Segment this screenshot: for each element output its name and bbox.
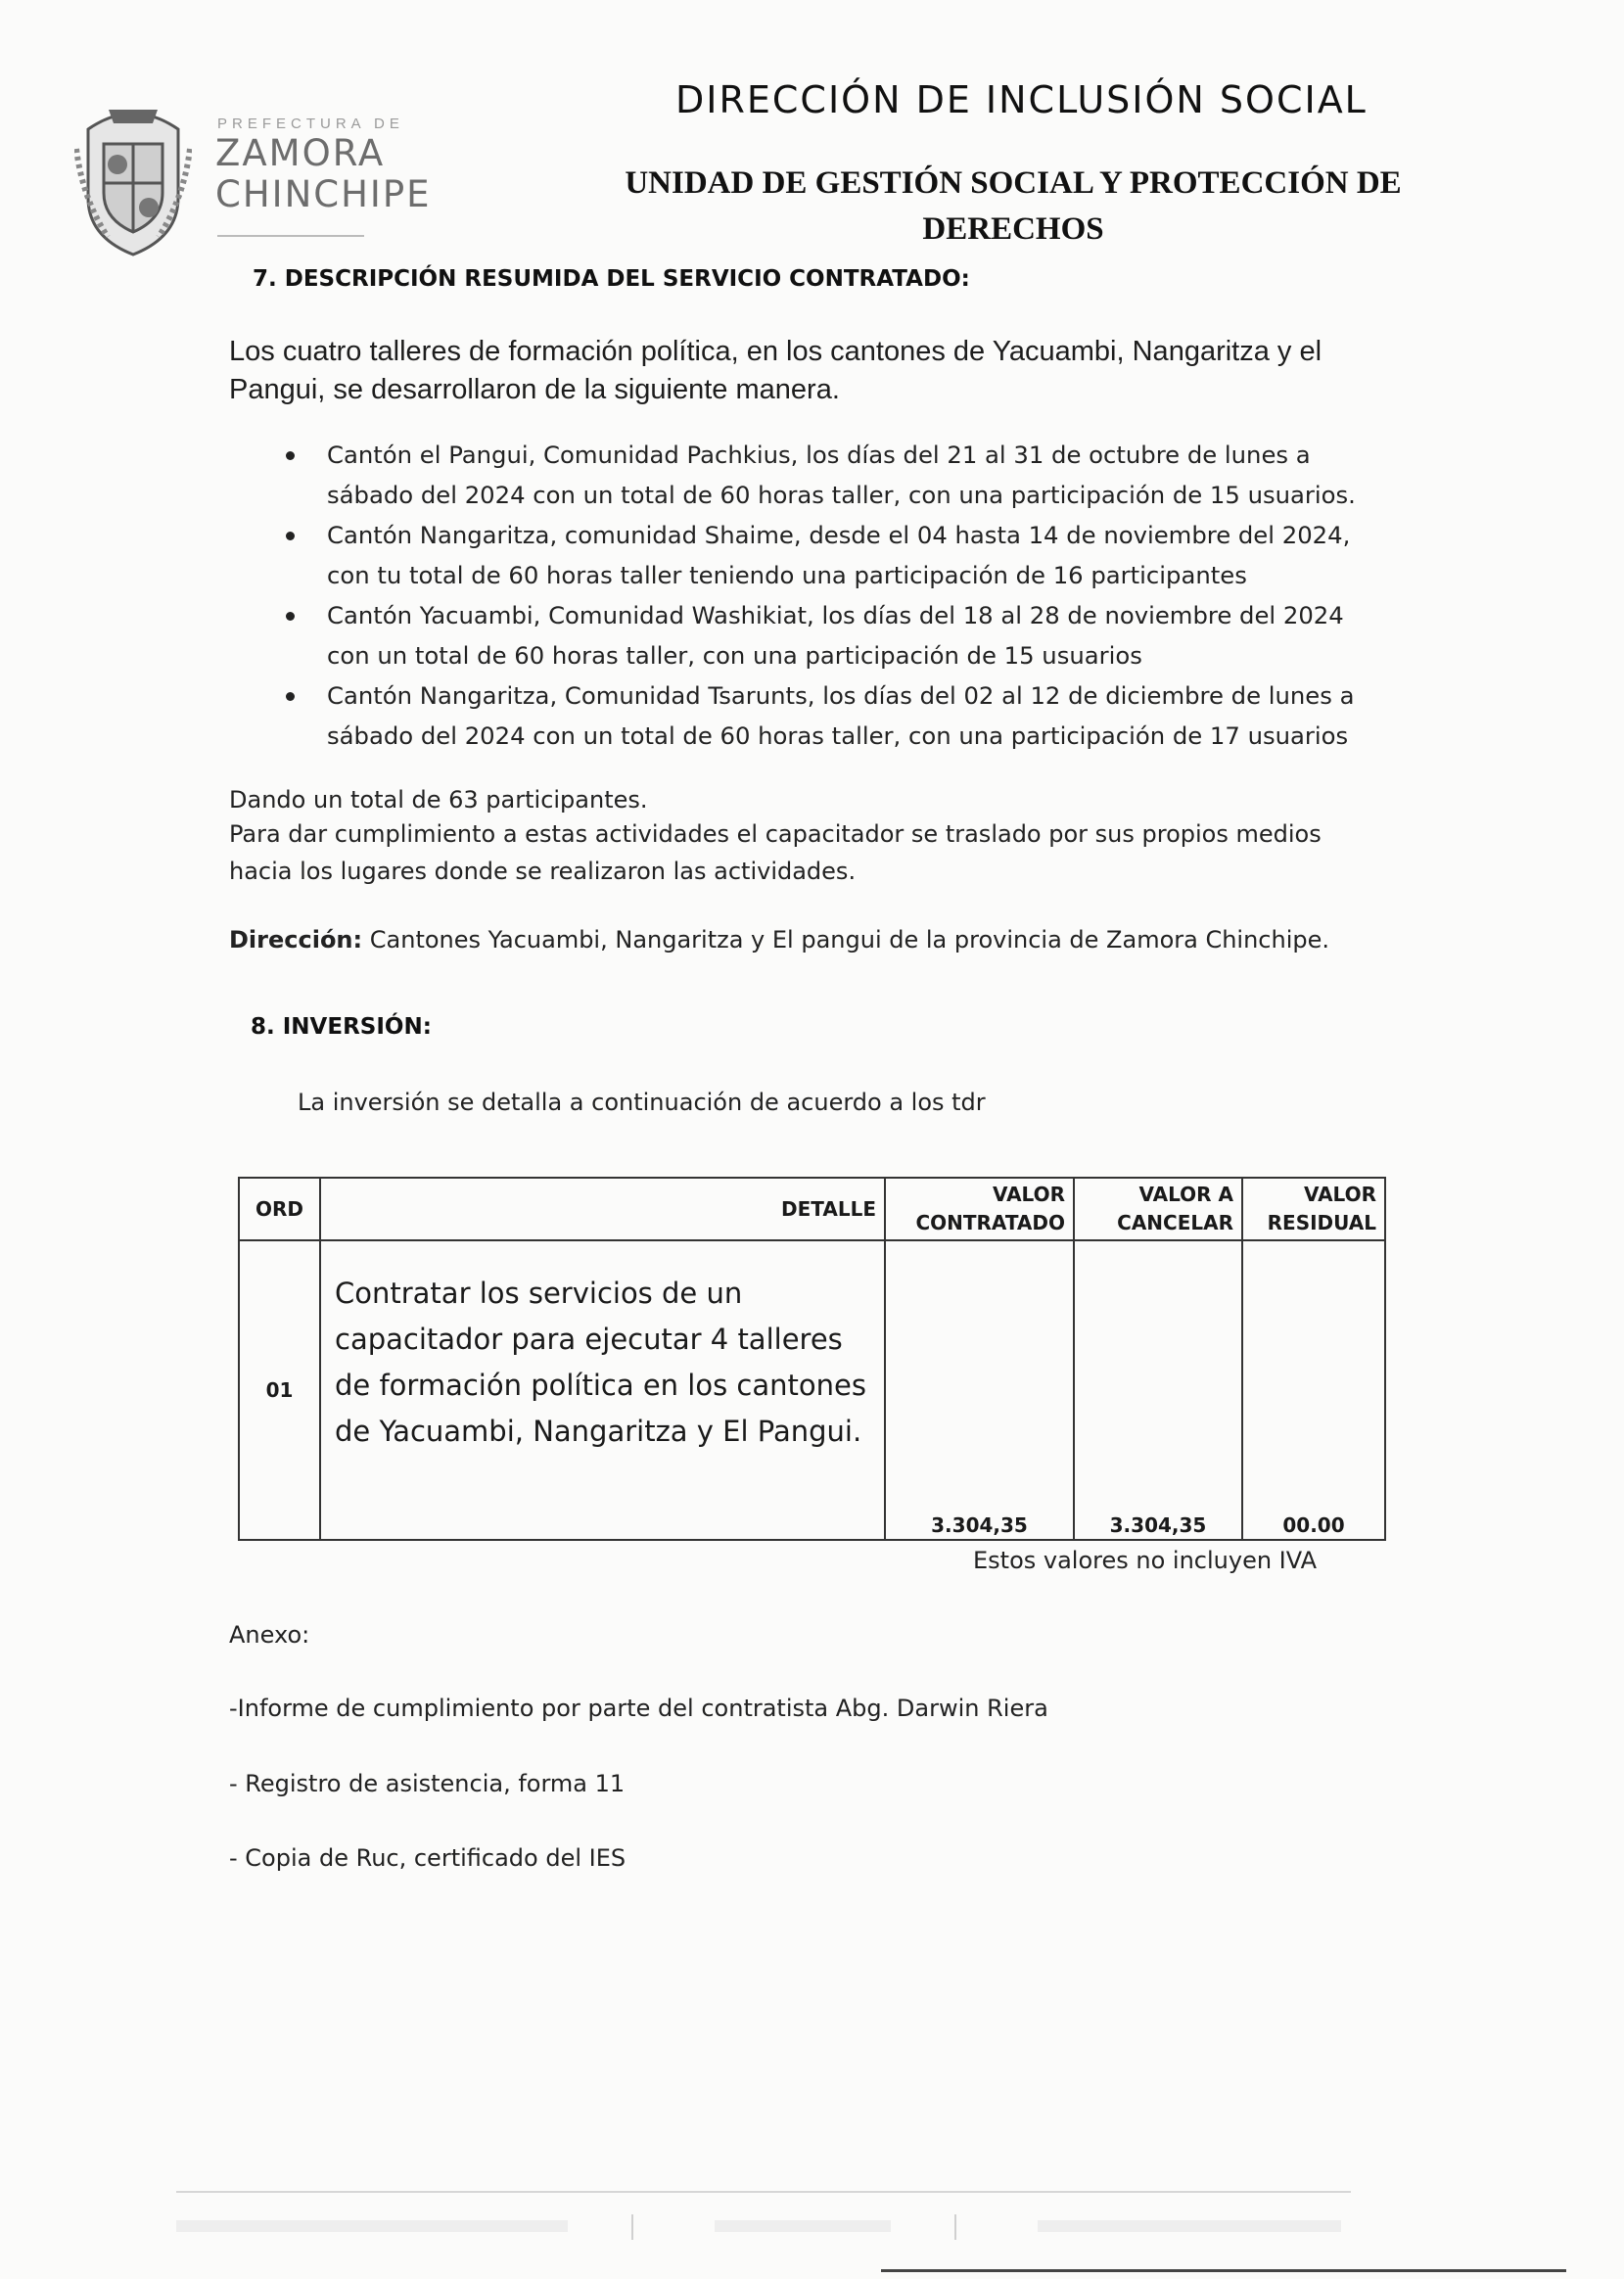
bullet-icon (286, 692, 295, 701)
page-title: DIRECCIÓN DE INCLUSIÓN SOCIAL (675, 78, 1368, 121)
logo-underline (217, 235, 364, 237)
footer-divider (176, 2191, 1351, 2193)
annex-item: - Registro de asistencia, forma 11 (229, 1770, 626, 1797)
address-line (229, 926, 1329, 953)
list-item: Cantón Nangaritza, Comunidad Tsarunts, los días del 02 al 12 de diciembre de lunes a sábado del 2024 con un total de 60 horas taller, con una participación de 17 usuarios (286, 675, 1392, 756)
address-value: Cantones Yacuambi, Nangaritza y El pangui de la provincia de Zamora Chinchipe. (369, 926, 1330, 953)
col-header-ord: ORD (239, 1178, 320, 1240)
footer-phone-block (715, 2220, 891, 2232)
cell-ord: 01 (239, 1240, 320, 1540)
table-row (239, 1240, 1385, 1540)
col-header-valor-residual: VALOR RESIDUAL (1242, 1178, 1385, 1240)
section-7-intro: Los cuatro talleres de formación política, en los cantones de Yacuambi, Nangaritza y el Pangui, se desarrollaron de la siguiente manera. (229, 336, 1322, 405)
iva-note: Estos valores no incluyen IVA (973, 1547, 1318, 1574)
investment-table (238, 1177, 1386, 1541)
footer-separator (954, 2214, 956, 2240)
footer-separator (631, 2214, 633, 2240)
footer-address-block (176, 2220, 568, 2232)
address-label: Dirección: (229, 926, 363, 953)
col-header-valor-cancelar: VALOR A CANCELAR (1074, 1178, 1242, 1240)
page-subtitle: UNIDAD DE GESTIÓN SOCIAL Y PROTECCIÓN DE DERECHOS (625, 165, 1402, 247)
cell-valor-contratado: 3.304,35 (885, 1240, 1074, 1540)
list-item: Cantón el Pangui, Comunidad Pachkius, los días del 21 al 31 de octubre de lunes a sábado del 2024 con un total de 60 horas taller, con una participación de 15 usuarios. (286, 435, 1392, 515)
section-8-intro: La inversión se detalla a continuación de acuerdo a los tdr (298, 1089, 986, 1116)
list-item: Cantón Yacuambi, Comunidad Washikiat, los días del 18 al 28 de noviembre del 2024 con un total de 60 horas taller, con una participación de 15 usuarios (286, 595, 1392, 675)
cell-detalle: Contratar los servicios de un capacitador para ejecutar 4 talleres de formación política en los cantones de Yacuambi, Nangaritza y El Pangui. (320, 1240, 885, 1540)
total-participants: Dando un total de 63 participantes. (229, 786, 648, 814)
footer-email-block (1038, 2220, 1341, 2232)
bullet-icon (286, 532, 295, 540)
prefectura-crest-logo (74, 90, 192, 261)
transport-text-line1: Para dar cumplimiento a estas actividades el capacitador se traslado por sus propios medios (229, 820, 1322, 848)
annex-item: -Informe de cumplimiento por parte del contratista Abg. Darwin Riera (229, 1695, 1048, 1722)
section-7-heading: 7. DESCRIPCIÓN RESUMIDA DEL SERVICIO CONTRATADO: (253, 266, 970, 292)
logo-org-small: PREFECTURA DE (217, 116, 404, 132)
logo-org-line2: CHINCHIPE (215, 173, 432, 215)
annex-item: - Copia de Ruc, certificado del IES (229, 1844, 626, 1872)
logo-org-line1: ZAMORA (215, 132, 386, 174)
page-bottom-edge (881, 2269, 1566, 2272)
col-header-valor-contratado: VALOR CONTRATADO (885, 1178, 1074, 1240)
col-header-detalle: DETALLE (320, 1178, 885, 1240)
list-item: Cantón Nangaritza, comunidad Shaime, desde el 04 hasta 14 de noviembre del 2024, con tu total de 60 horas taller teniendo una participación de 16 participantes (286, 515, 1392, 595)
workshop-list (286, 435, 1392, 756)
cell-valor-residual: 00.00 (1242, 1240, 1385, 1540)
annex-label: Anexo: (229, 1621, 310, 1649)
table-header-row (239, 1178, 1385, 1240)
cell-valor-cancelar: 3.304,35 (1074, 1240, 1242, 1540)
bullet-icon (286, 612, 295, 621)
transport-text-line2: hacia los lugares donde se realizaron las actividades. (229, 858, 857, 885)
section-8-heading: 8. INVERSIÓN: (251, 1014, 432, 1040)
bullet-icon (286, 451, 295, 460)
